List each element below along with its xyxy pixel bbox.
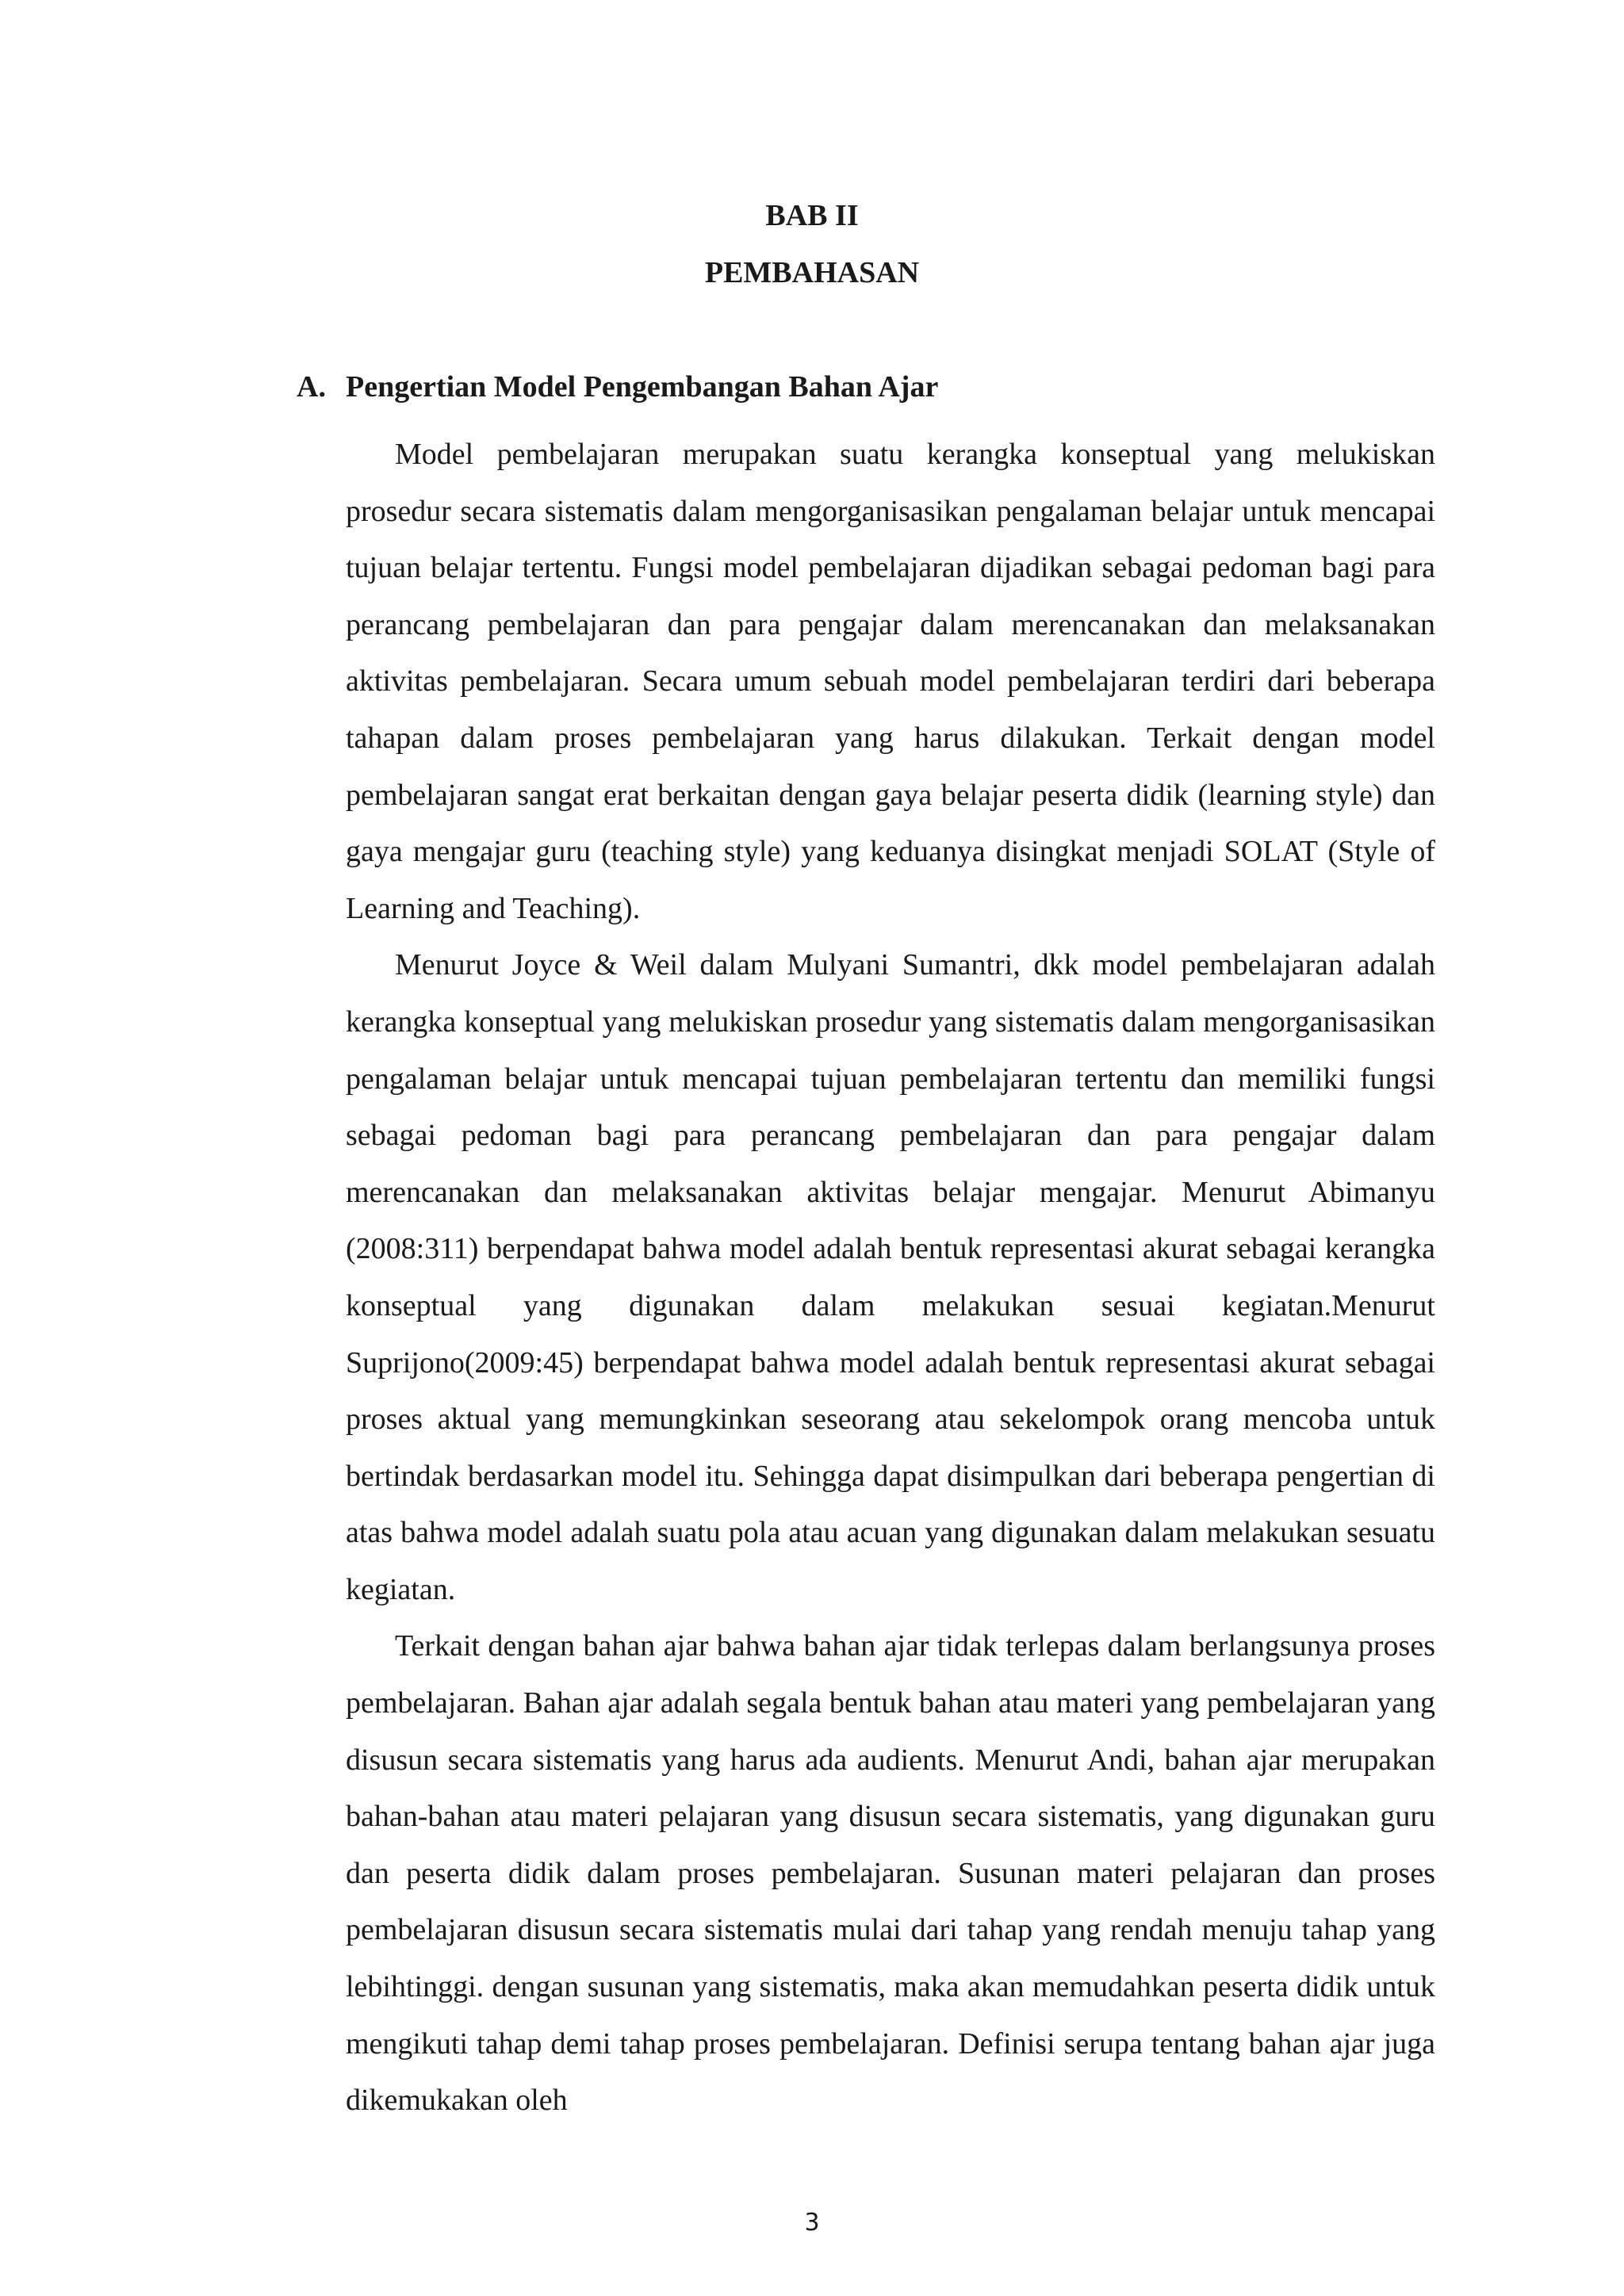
section-letter: A. <box>297 370 326 404</box>
section-title: Pengertian Model Pengembangan Bahan Ajar <box>346 370 939 404</box>
paragraph-2: Menurut Joyce & Weil dalam Mulyani Sumantri, dkk model pembelajaran adalah kerangka konseptual yang melukiskan prosedur yang sistematis dalam mengorganisasikan pengalaman belajar untuk mencapai tujuan pembelajaran tertentu dan memiliki fungsi sebagai pedoman bagi para perancang pembelajaran dan para pengajar dalam merencanakan dan melaksanakan aktivitas belajar mengajar. Menurut Abimanyu (2008:311) berpendapat bahwa model adalah bentuk representasi akurat sebagai kerangka konseptual yang digunakan dalam melakukan sesuai kegiatan.Menurut Suprijono(2009:45) berpendapat bahwa model adalah bentuk representasi akurat sebagai proses aktual yang memungkinkan seseorang atau sekelompok orang mencoba untuk bertindak berdasarkan model itu. Sehingga dapat disimpulkan dari beberapa pengertian di atas bahwa model adalah suatu pola atau acuan yang digunakan dalam melakukan sesuatu kegiatan. <box>346 948 1435 1606</box>
chapter-title: PEMBAHASAN <box>704 256 920 289</box>
paragraph-1: Model pembelajaran merupakan suatu kerangka konseptual yang melukiskan prosedur secara sistematis dalam mengorganisasikan pengalaman belajar untuk mencapai tujuan belajar tertentu. Fungsi model pembelajaran dijadikan sebagai pedoman bagi para perancang pembelajaran dan para pengajar dalam merencanakan dan melaksanakan aktivitas pembelajaran. Secara umum sebuah model pembelajaran terdiri dari beberapa tahapan dalam proses pembelajaran yang harus dilakukan. Terkait dengan model pembelajaran sangat erat berkaitan dengan gaya belajar peserta didik (learning style) dan gaya mengajar guru (teaching style) yang keduanya disingkat menjadi SOLAT (Style of Learning and Teaching). <box>346 438 1435 925</box>
section-heading <box>297 368 938 406</box>
paragraph-3: Terkait dengan bahan ajar bahwa bahan ajar tidak terlepas dalam berlangsunya proses pembelajaran. Bahan ajar adalah segala bentuk bahan atau materi yang pembelajaran yang disusun secara sistematis yang harus ada audients. Menurut Andi, bahan ajar merupakan bahan-bahan atau materi pelajaran yang disusun secara sistematis, yang digunakan guru dan peserta didik dalam proses pembelajaran. Susunan materi pelajaran dan proses pembelajaran disusun secara sistematis mulai dari tahap yang rendah menuju tahap yang lebihtinggi. dengan susunan yang sistematis, maka akan memudahkan peserta didik untuk mengikuti tahap demi tahap proses pembelajaran. Definisi serupa tentang bahan ajar juga dikemukakan oleh <box>346 1629 1435 2118</box>
page-number: 3 <box>804 2209 820 2237</box>
chapter-number: BAB II <box>765 199 859 232</box>
body-text <box>346 427 1435 2130</box>
